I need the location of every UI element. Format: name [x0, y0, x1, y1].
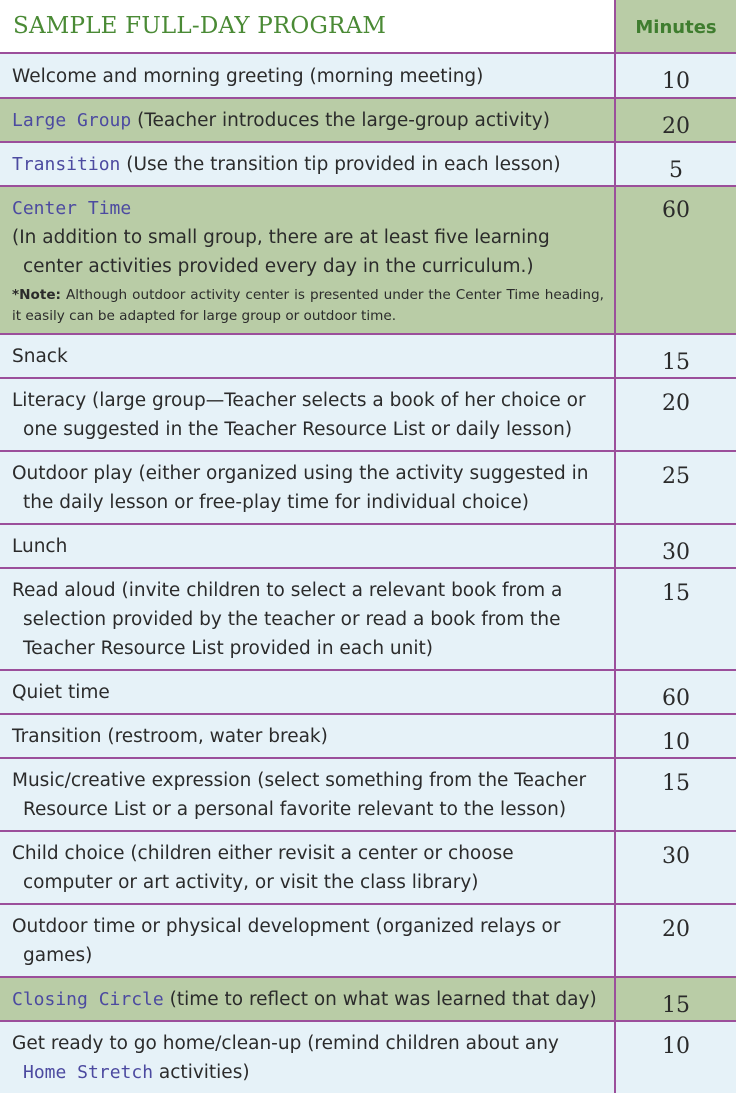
- minutes-cell: 10: [615, 1021, 736, 1093]
- table-row: [0, 378, 736, 451]
- activity-cell: [0, 1021, 615, 1093]
- activity-text: activities): [153, 1062, 250, 1083]
- activity-text-continued: the daily lesson or free-play time for individual choice): [23, 492, 529, 513]
- activity-text: Music/creative expression (select something from the Teacher: [12, 770, 587, 791]
- activity-cell: [0, 451, 615, 524]
- activity-cell: [0, 378, 615, 451]
- center-time-note: [12, 285, 604, 327]
- activity-text: Outdoor time or physical development (organized relays or: [12, 916, 561, 937]
- activity-text: Get ready to go home/clean-up (remind children about any: [12, 1033, 559, 1054]
- activity-cell: [0, 53, 615, 98]
- activity-text: Lunch: [12, 536, 68, 557]
- activity-cell: [0, 904, 615, 977]
- table-row: [0, 904, 736, 977]
- activity-text-continued: [12, 1058, 604, 1087]
- minutes-cell: 60: [615, 670, 736, 714]
- activity-text: (Teacher introduces the large-group activity): [131, 110, 550, 131]
- table-row: [0, 758, 736, 831]
- activity-keyword: Center Time: [12, 198, 132, 219]
- activity-text: Snack: [12, 346, 68, 367]
- table-header-row: [0, 0, 736, 53]
- table-row: [0, 451, 736, 524]
- activity-text: Transition (restroom, water break): [12, 726, 328, 747]
- table-row: [0, 334, 736, 378]
- activity-text: Literacy (large group—Teacher selects a book of her choice or: [12, 390, 586, 411]
- activity-text: Read aloud (invite children to select a relevant book from a: [12, 580, 563, 601]
- minutes-cell: 20: [615, 98, 736, 142]
- minutes-cell: 10: [615, 53, 736, 98]
- table-row: [0, 142, 736, 186]
- activity-text: Welcome and morning greeting (morning meeting): [12, 66, 484, 87]
- table-row: [0, 568, 736, 670]
- activity-cell: [0, 670, 615, 714]
- activity-cell: [0, 758, 615, 831]
- activity-cell: [0, 186, 615, 334]
- minutes-cell: 15: [615, 758, 736, 831]
- minutes-cell: 15: [615, 568, 736, 670]
- activity-cell: [0, 831, 615, 904]
- activity-keyword: Transition: [12, 154, 121, 175]
- table-row: [0, 670, 736, 714]
- activity-text-continued: center activities provided every day in the curriculum.): [23, 256, 534, 277]
- minutes-cell: 30: [615, 524, 736, 568]
- activity-cell: [0, 568, 615, 670]
- activity-text-continued: games): [23, 945, 93, 966]
- table-row: [0, 977, 736, 1021]
- table-row: [0, 186, 736, 334]
- activity-text: (In addition to small group, there are at least five learning: [12, 227, 550, 248]
- activity-text: (time to reflect on what was learned that day): [163, 989, 597, 1010]
- minutes-cell: 10: [615, 714, 736, 758]
- table-row: [0, 524, 736, 568]
- table-row: [0, 53, 736, 98]
- activity-text: Quiet time: [12, 682, 110, 703]
- activity-text-continued: Teacher Resource List provided in each unit): [23, 638, 433, 659]
- table-row: [0, 98, 736, 142]
- activity-text-continued: Resource List or a personal favorite relevant to the lesson): [23, 799, 567, 820]
- activity-text-continued: computer or art activity, or visit the class library): [23, 872, 479, 893]
- minutes-cell: 25: [615, 451, 736, 524]
- minutes-cell: 15: [615, 977, 736, 1021]
- activity-cell: [0, 142, 615, 186]
- activity-cell: [0, 334, 615, 378]
- note-text: Although outdoor activity center is presented under the Center Time heading, it easily can be adapted for large group or outdoor time.: [12, 287, 604, 324]
- activity-cell: [0, 524, 615, 568]
- minutes-cell: 20: [615, 378, 736, 451]
- table-row: [0, 831, 736, 904]
- activity-text: Child choice (children either revisit a center or choose: [12, 843, 514, 864]
- table-row: [0, 1021, 736, 1093]
- page-title: SAMPLE FULL-DAY PROGRAM: [0, 0, 615, 53]
- activity-text-continued: selection provided by the teacher or read a book from the: [23, 609, 561, 630]
- activity-cell: [0, 98, 615, 142]
- minutes-cell: 30: [615, 831, 736, 904]
- activity-keyword: Closing Circle: [12, 989, 164, 1010]
- minutes-column-header: Minutes: [615, 0, 736, 53]
- note-label: *Note:: [12, 287, 61, 303]
- minutes-cell: 60: [615, 186, 736, 334]
- activity-cell: [0, 977, 615, 1021]
- minutes-cell: 15: [615, 334, 736, 378]
- activity-keyword: Large Group: [12, 110, 132, 131]
- table-row: [0, 714, 736, 758]
- activity-text-continued: one suggested in the Teacher Resource List or daily lesson): [23, 419, 573, 440]
- activity-text: (Use the transition tip provided in each lesson): [120, 154, 561, 175]
- activity-text: Outdoor play (either organized using the activity suggested in: [12, 463, 589, 484]
- activity-cell: [0, 714, 615, 758]
- minutes-cell: 5: [615, 142, 736, 186]
- activity-keyword: Home Stretch: [23, 1062, 154, 1083]
- minutes-cell: 20: [615, 904, 736, 977]
